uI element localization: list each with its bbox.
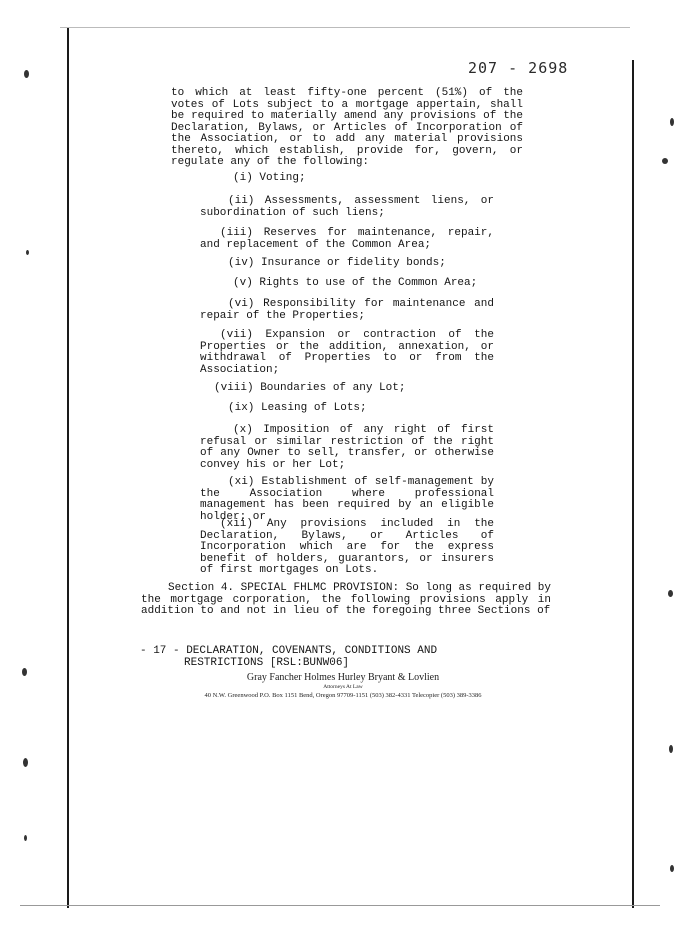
scan-mark	[23, 758, 28, 767]
intro-paragraph: to which at least fifty-one percent (51%) of the votes of Lots subject to a mortgage appertain, shall be required to materially amend any provisions of the Declaration, Bylaws, or Articles of Incorporation of the Association, or to add any material provisions thereto, which establish, provide for, govern, or regulate any of the following:	[171, 87, 523, 168]
list-item: (i) Voting;	[233, 172, 306, 184]
scan-mark	[670, 118, 674, 126]
list-item: (ii) Assessments, assessment liens, or subordination of such liens;	[200, 195, 494, 219]
list-item: (x) Imposition of any right of first refusal or similar restriction of the right of any Owner to sell, transfer, or otherwise convey his or her Lot;	[200, 424, 494, 471]
firm-subtitle: Attorneys At Law	[323, 684, 363, 690]
list-item: (viii) Boundaries of any Lot;	[214, 382, 406, 394]
scan-mark	[26, 250, 29, 255]
scan-mark	[670, 865, 674, 872]
footer-line-2: RESTRICTIONS [RSL:BUNW06]	[184, 656, 350, 669]
left-margin-line	[67, 28, 69, 908]
top-edge-line	[60, 27, 630, 28]
scan-mark	[24, 835, 27, 841]
recording-number: 207 - 2698	[468, 59, 569, 77]
list-item: (xi) Establishment of self-management by the Association where professional management has been required by an eligible holder; or	[200, 476, 494, 523]
list-item: (vii) Expansion or contraction of the Properties or the addition, annexation, or withdrawal of Properties to or from the Association;	[200, 329, 494, 376]
scan-mark	[24, 70, 29, 78]
firm-address: 40 N.W. Greenwood P.O. Box 1151 Bend, Oregon 97709-1151 (503) 382-4331 Telecopier (503) 389-3386	[204, 692, 482, 699]
law-firm-letterhead	[140, 672, 546, 699]
list-item: (xii) Any provisions included in the Declaration, Bylaws, or Articles of Incorporation which are for the express benefit of holders, guarantors, or insurers of first mortgages on Lots.	[200, 518, 494, 576]
list-item: (iv) Insurance or fidelity bonds;	[228, 257, 446, 269]
scan-mark	[668, 590, 673, 597]
section-4-paragraph: Section 4. SPECIAL FHLMC PROVISION: So long as required by the mortgage corporation, the following provisions apply in addition to and not in lieu of the foregoing three Sections of	[141, 582, 551, 617]
right-margin-line	[632, 60, 634, 908]
scan-mark	[22, 668, 27, 676]
list-item: (ix) Leasing of Lots;	[228, 402, 367, 414]
list-item: (iii) Reserves for maintenance, repair, and replacement of the Common Area;	[200, 227, 494, 251]
bottom-edge-line	[20, 905, 660, 906]
footer-title	[140, 646, 437, 669]
scan-mark	[662, 158, 668, 164]
scan-mark	[669, 745, 673, 753]
firm-name: Gray Fancher Holmes Hurley Bryant & Lovlien	[246, 672, 440, 683]
footer-line-1: - 17 - DECLARATION, COVENANTS, CONDITIONS AND	[140, 645, 438, 657]
list-item: (v) Rights to use of the Common Area;	[233, 277, 478, 289]
list-item: (vi) Responsibility for maintenance and repair of the Properties;	[200, 298, 494, 322]
